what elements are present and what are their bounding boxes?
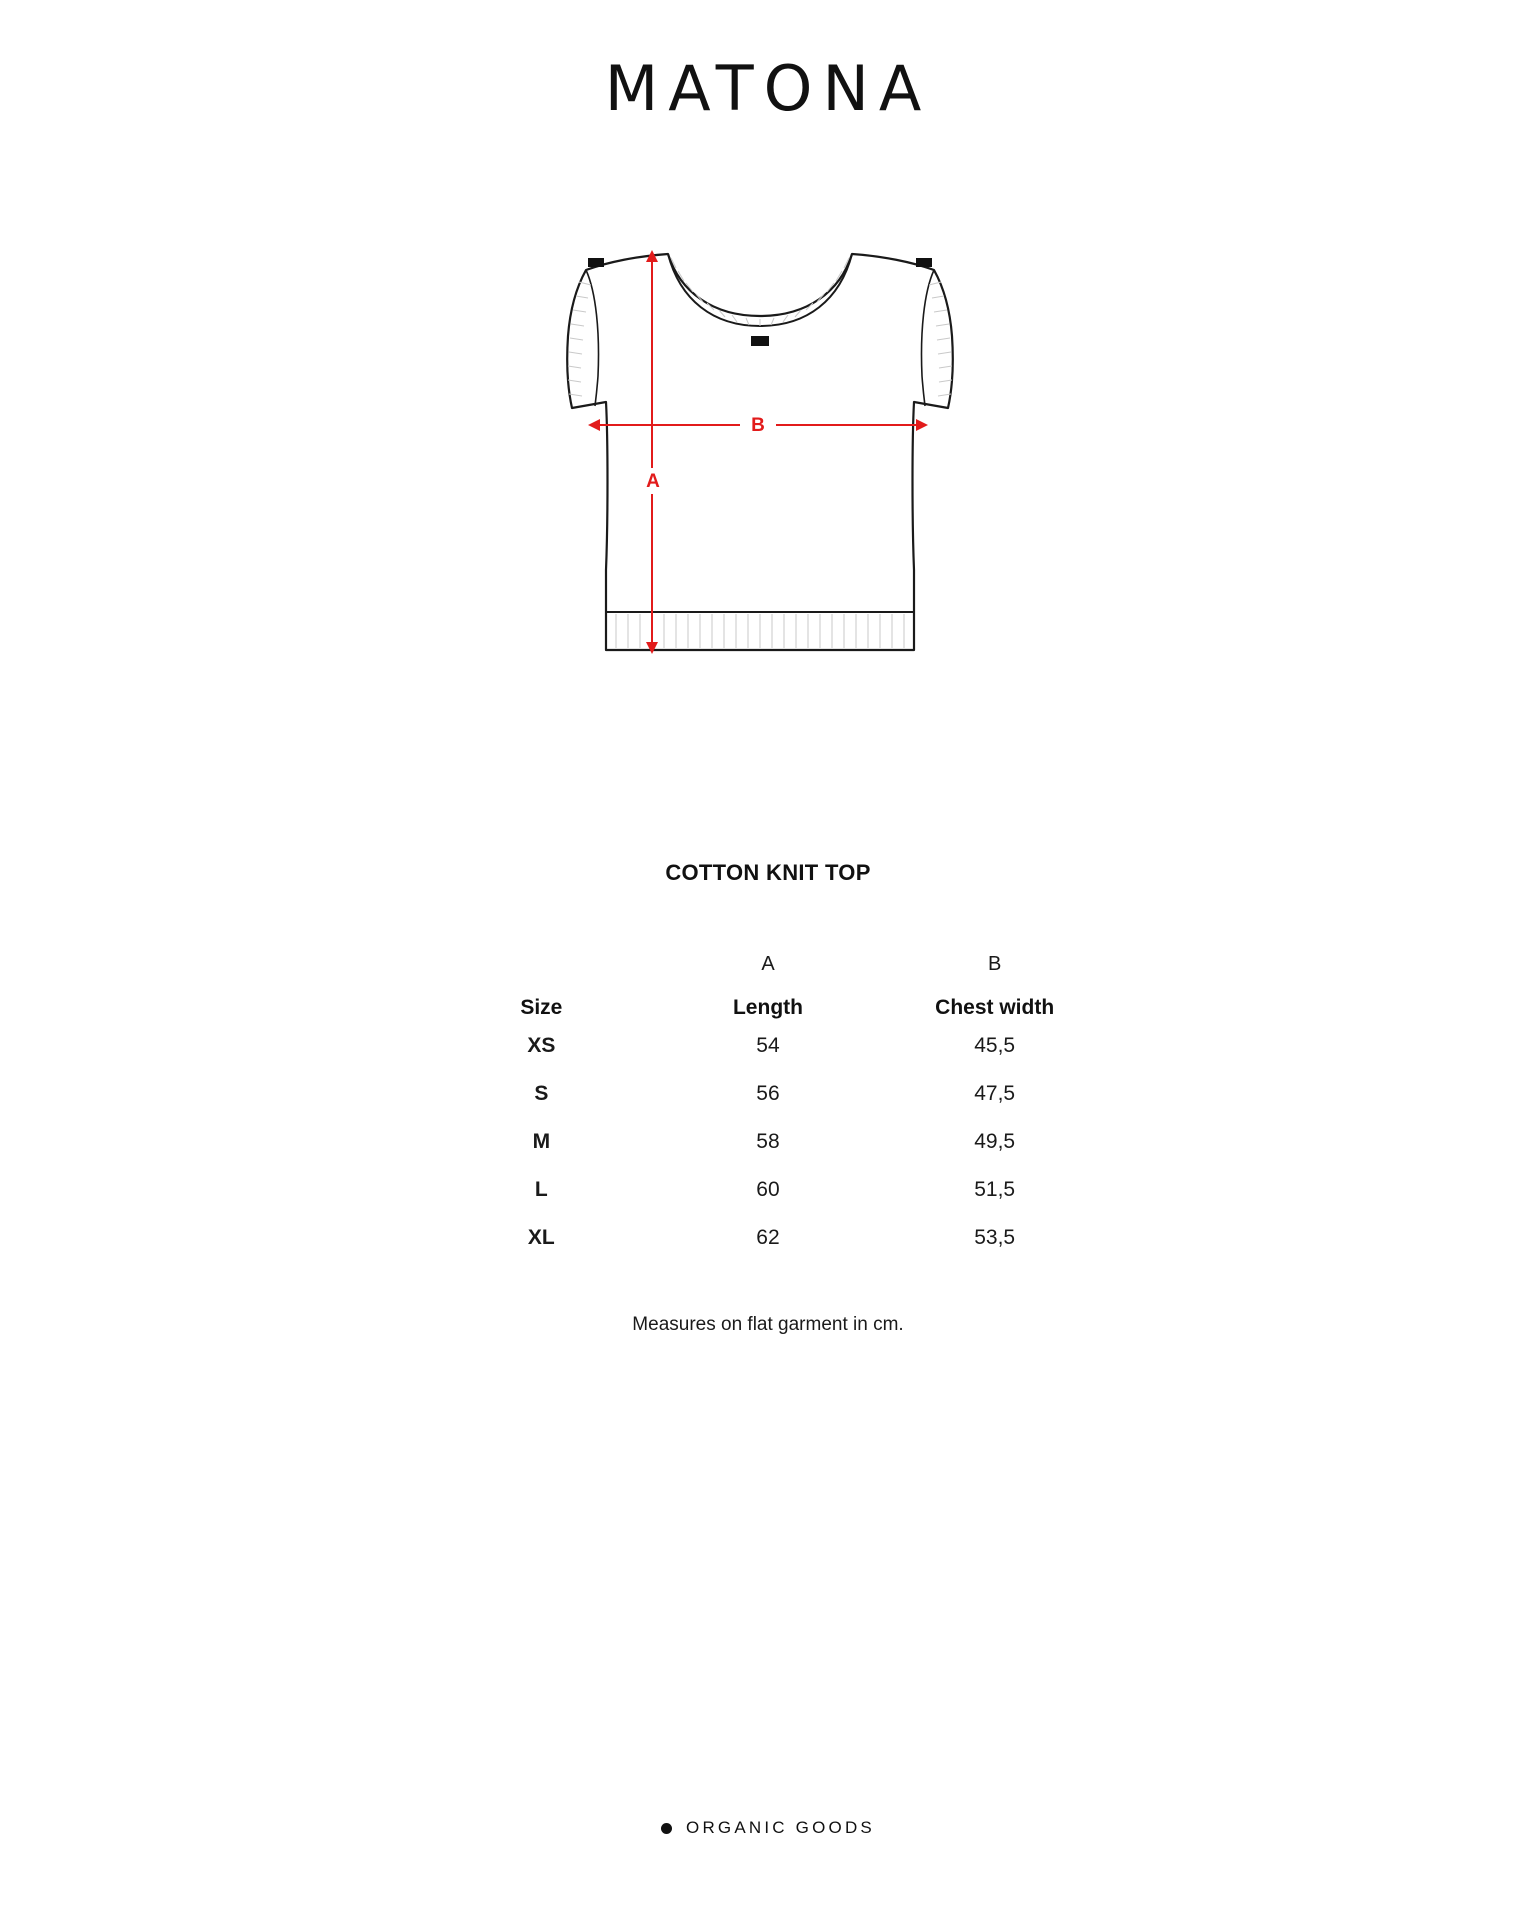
label-b: B — [751, 415, 765, 436]
cell-size: XS — [527, 1034, 556, 1057]
cell-chest: 49,5 — [974, 1130, 1016, 1153]
cell-chest: 51,5 — [974, 1178, 1016, 1201]
table-row — [428, 1166, 1108, 1214]
measurement-note: Measures on flat garment in cm. — [632, 1314, 904, 1335]
shoulder-tab-left — [588, 258, 604, 267]
table-row — [428, 1022, 1108, 1070]
footer — [0, 1818, 1536, 1838]
cell-length: 60 — [756, 1178, 780, 1201]
neck-label-mark — [751, 336, 769, 346]
cell-length: 62 — [756, 1226, 780, 1249]
cell-chest: 53,5 — [974, 1226, 1016, 1249]
garment-outline — [567, 254, 953, 650]
cell-size: S — [534, 1082, 549, 1105]
footer-text: ORGANIC GOODS — [686, 1818, 875, 1837]
header-size: Size — [520, 996, 563, 1019]
cell-size: XL — [527, 1226, 555, 1249]
table-row — [428, 1070, 1108, 1118]
letter-size — [428, 942, 655, 980]
cell-chest: 47,5 — [974, 1082, 1016, 1105]
product-title: COTTON KNIT TOP — [665, 860, 871, 885]
bullet-icon — [661, 1823, 672, 1834]
table-row — [428, 1118, 1108, 1166]
garment-technical-drawing — [508, 240, 1028, 710]
cell-length: 58 — [756, 1130, 780, 1153]
table-letter-row — [428, 942, 1108, 980]
letter-length: A — [761, 953, 775, 975]
cell-size: L — [534, 1178, 548, 1201]
letter-chest: B — [987, 953, 1002, 975]
header-chest: Chest width — [935, 996, 1055, 1019]
table-row — [428, 1214, 1108, 1262]
cell-size: M — [532, 1130, 551, 1153]
header-length: Length — [732, 996, 803, 1019]
shoulder-tab-right — [916, 258, 932, 267]
table-header-row — [428, 980, 1108, 1022]
cell-length: 54 — [756, 1034, 780, 1057]
cell-length: 56 — [756, 1082, 780, 1105]
size-table — [428, 942, 1108, 1262]
brand-wordmark: MATONA — [604, 52, 932, 125]
label-a: A — [646, 471, 660, 492]
cell-chest: 45,5 — [974, 1034, 1016, 1057]
